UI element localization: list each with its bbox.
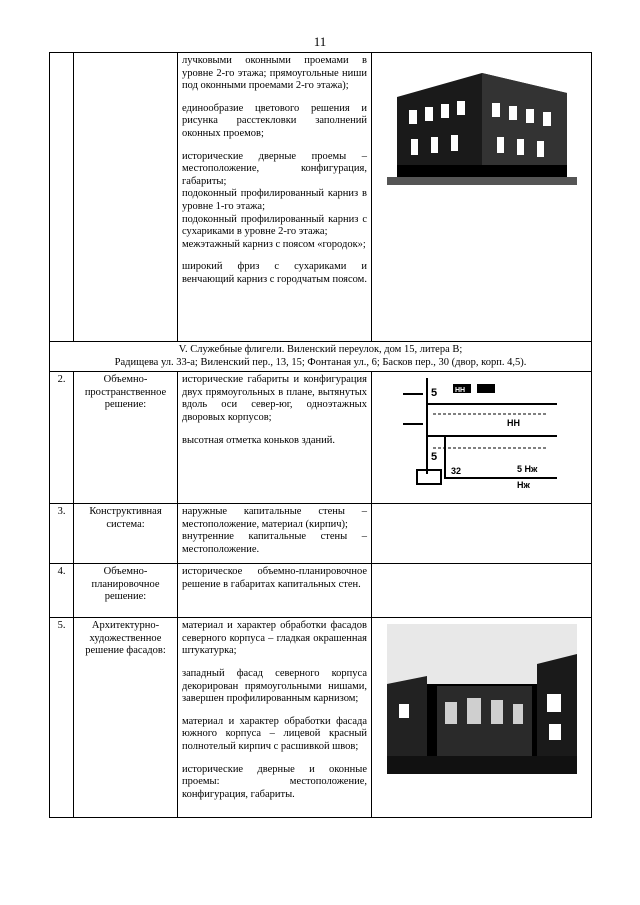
description-paragraph: высотная отметка коньков зданий. <box>182 434 335 446</box>
plan-label: 5 <box>430 451 437 464</box>
row-name: Конструктивная система: <box>74 504 178 564</box>
table-row <box>50 53 592 342</box>
row-number: 4. <box>50 564 74 618</box>
plan-label: 5 <box>430 387 437 400</box>
description-paragraph: межэтажный карниз с поясом «городок»; <box>182 238 366 250</box>
row-number: 2. <box>50 372 74 504</box>
row-number: 3. <box>50 504 74 564</box>
illustration-cell <box>372 53 592 342</box>
description-paragraph: наружные капитальные стены – местоположение, материал (кирпич); <box>182 506 367 530</box>
plan-label: 32 <box>450 466 461 477</box>
number-cell <box>50 53 74 342</box>
page-number: 11 <box>313 34 327 49</box>
plan-label: НН <box>506 418 520 429</box>
row-number: 5. <box>50 618 74 818</box>
plan-label: 5 Нж <box>516 464 537 475</box>
description-paragraph: единообразие цветового решения и рисунка расстекловки заполнений оконных проемов; <box>182 102 367 139</box>
description-paragraph: западный фасад северного корпуса декорирован прямоугольными нишами, завершен профилированным карнизом; <box>182 667 367 705</box>
plan-label: НН <box>454 387 465 395</box>
description-paragraph: исторические дверные и оконные проемы: местоположение, конфигурация, габариты. <box>182 763 367 800</box>
table-row <box>50 564 592 618</box>
illustration-cell <box>372 504 592 564</box>
description-paragraph: лучковыми оконными проемами в уровне 2-го этажа; прямоугольные ниши под оконными проемами 2-го этажа); <box>182 55 367 92</box>
table-row <box>50 372 592 504</box>
description-cell <box>178 618 372 818</box>
illustration-cell <box>372 618 592 818</box>
row-name: Объемно-планировочное решение: <box>74 564 178 618</box>
description-paragraph: подоконный профилированный карниз в уровне 1-го этажа; <box>182 188 367 212</box>
description-paragraph: историческое объемно-планировочное решение в габаритах капитальных стен. <box>182 566 367 590</box>
description-cell <box>178 53 372 342</box>
protection-subject-table <box>49 52 592 818</box>
plan-label: Нж <box>516 480 530 491</box>
row-name: Объемно-пространственное решение: <box>74 372 178 504</box>
illustration-cell <box>372 564 592 618</box>
section-address: Радищева ул. 33-а; Виленский пер., 13, 15; Фонтаная ул., 6; Басков пер., 30 (двор, корп. 4,5). <box>114 356 527 368</box>
description-paragraph: исторические дверные проемы – местоположение, конфигурация, габариты; <box>182 150 367 187</box>
description-paragraph: исторические габариты и конфигурация двух прямоугольных в плане, вытянутых вдоль оси север-юг, одноэтажных дворовых корпусов; <box>182 374 367 423</box>
section-header <box>50 342 592 372</box>
building-photo <box>387 55 577 185</box>
description-cell <box>178 504 372 564</box>
table-row <box>50 618 592 818</box>
description-paragraph: внутренние капитальные стены – местоположение. <box>182 531 367 555</box>
section-title: V. Служебные флигели. Виленский переулок, дом 15, литера В; <box>178 344 463 355</box>
name-cell <box>74 53 178 342</box>
description-paragraph: широкий фриз с сухариками и венчающий карниз с городчатым поясом. <box>182 261 367 285</box>
description-paragraph: материал и характер обработки фасада южного корпуса – лицевой красный полнотелый кирпич с расшивкой швов; <box>182 715 367 752</box>
table-row <box>50 504 592 564</box>
description-cell <box>178 372 372 504</box>
row-name: Архитектурно-художественное решение фасадов: <box>74 618 178 818</box>
section-row <box>50 342 592 372</box>
courtyard-photo <box>387 624 577 774</box>
description-paragraph: подоконный профилированный карниз с сухариками в уровне 2-го этажа; <box>182 213 367 238</box>
site-plan-fragment <box>397 374 567 492</box>
description-cell <box>178 564 372 618</box>
description-paragraph: материал и характер обработки фасадов северного корпуса – гладкая окрашенная штукатурка; <box>182 620 367 657</box>
illustration-cell <box>372 372 592 504</box>
